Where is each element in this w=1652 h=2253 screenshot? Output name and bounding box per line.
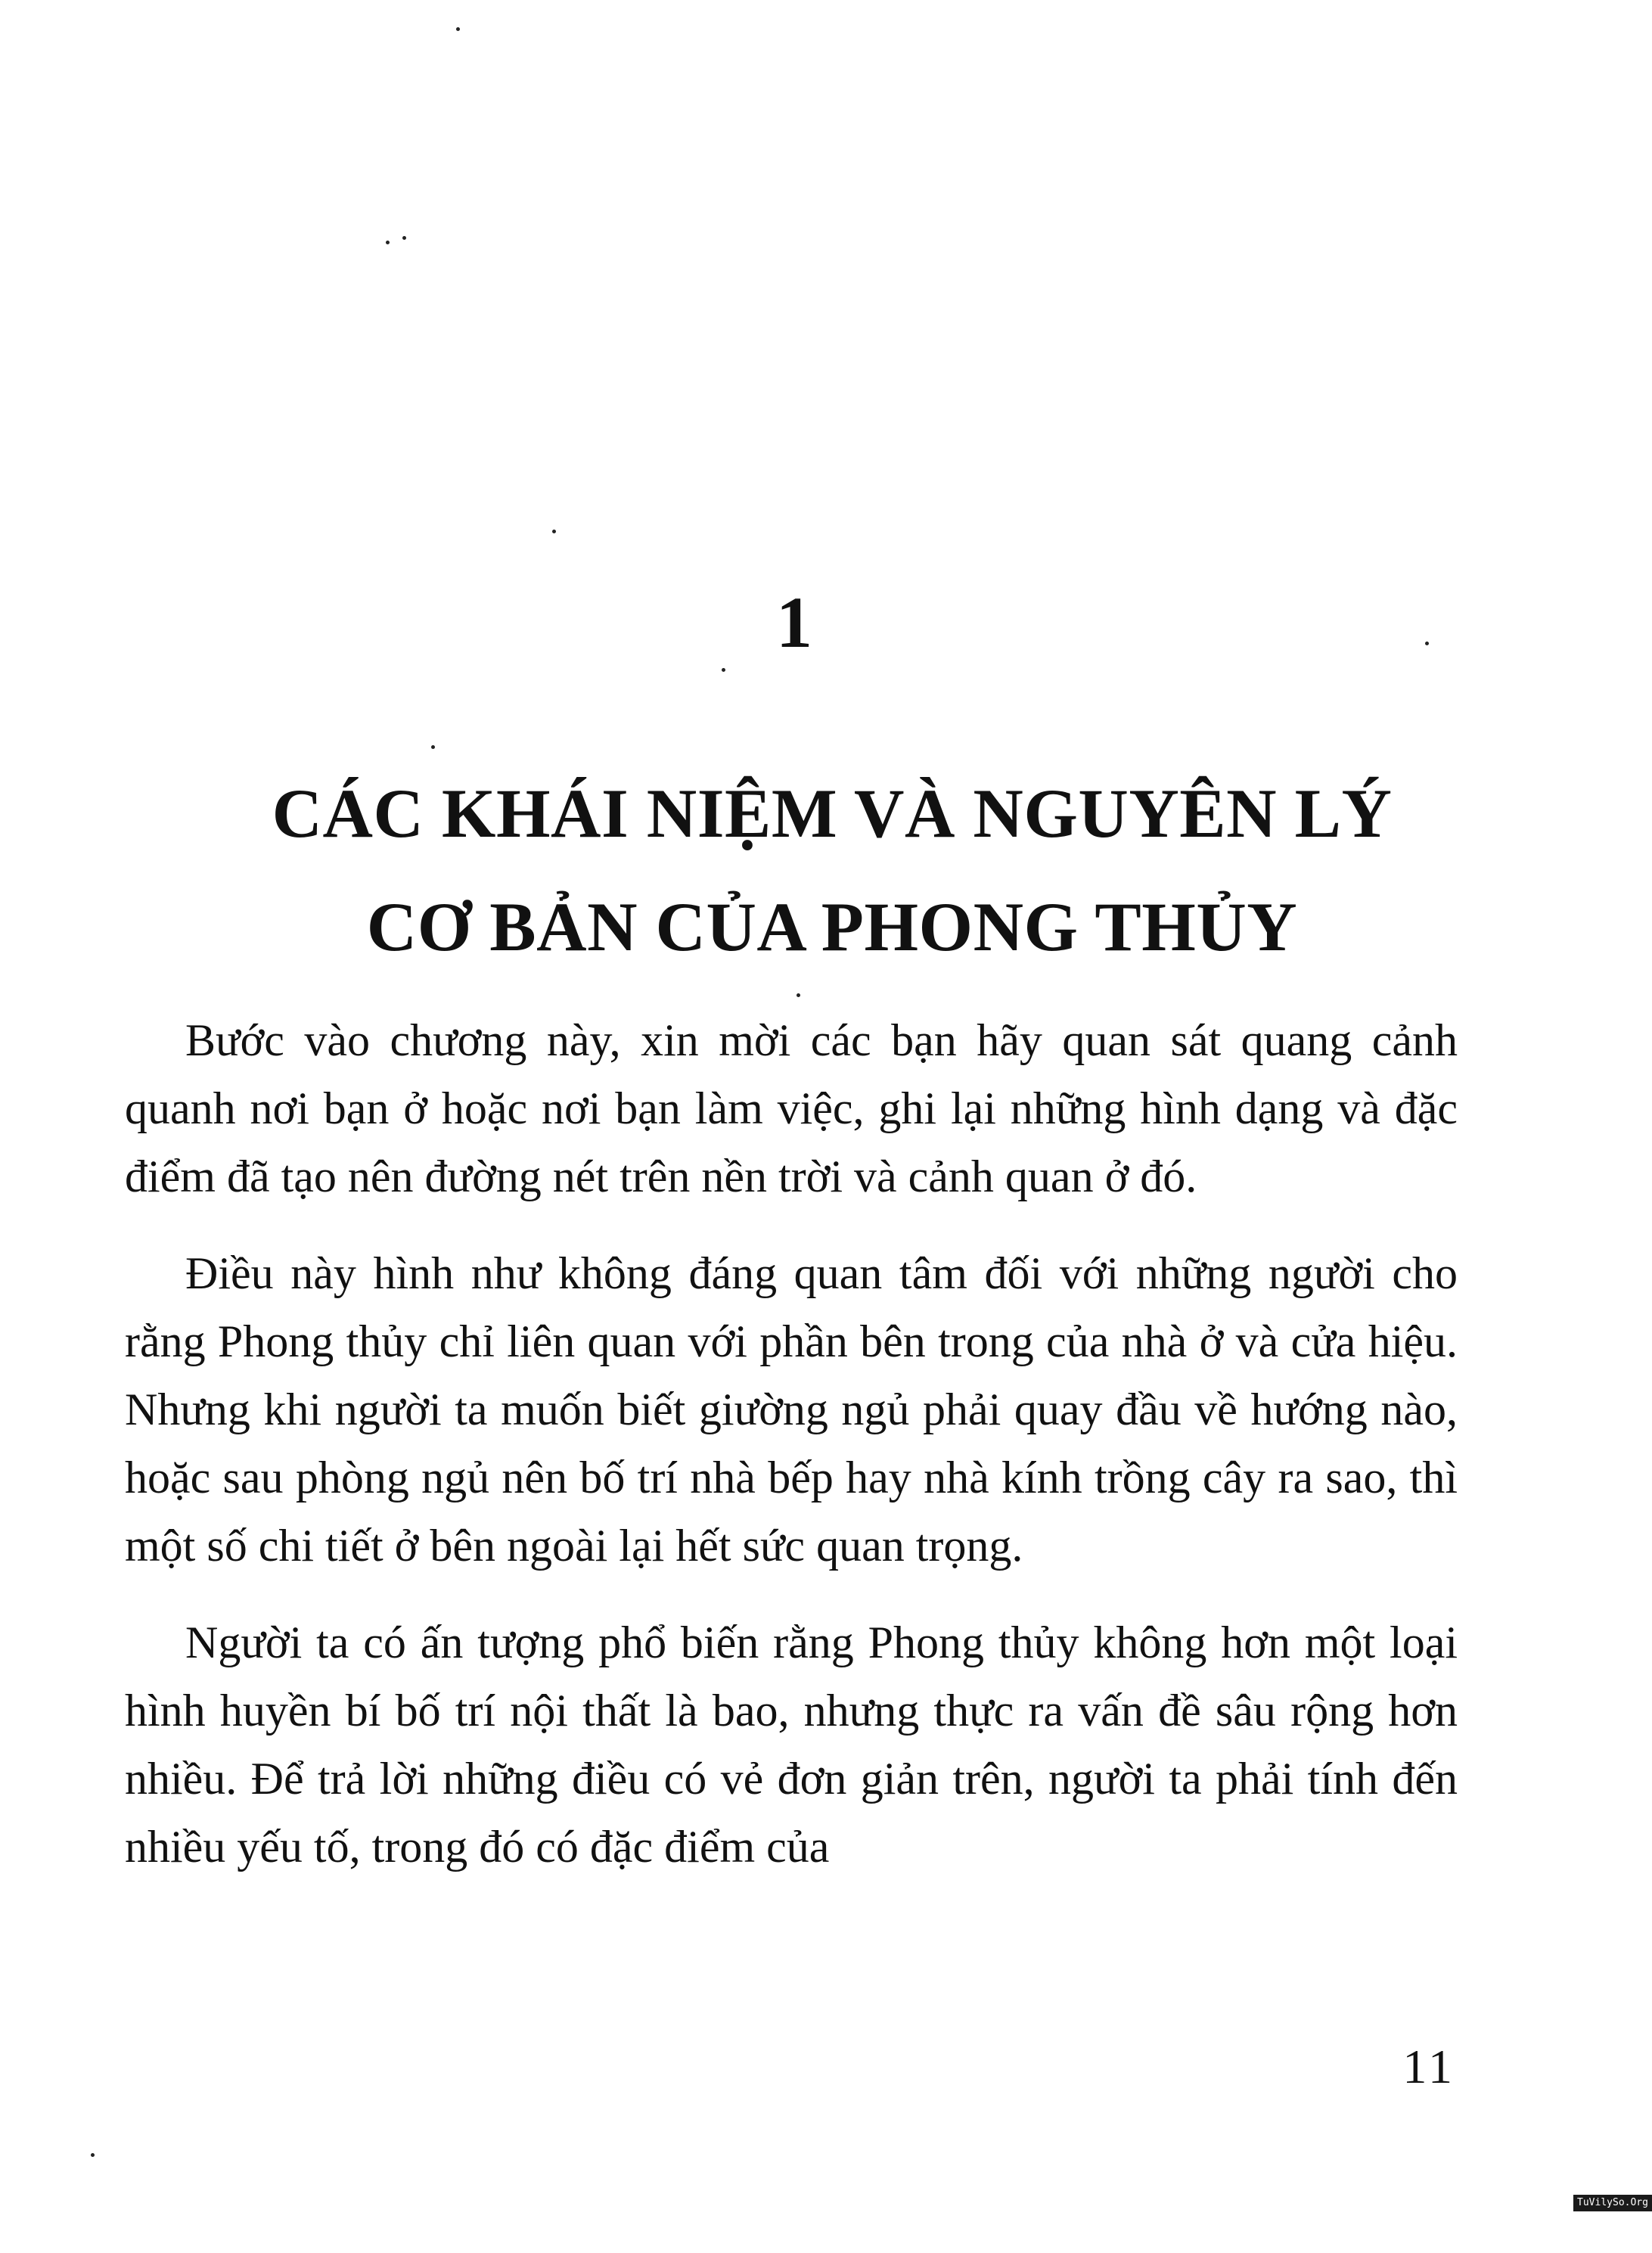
chapter-title-line-1: CÁC KHÁI NIỆM VÀ NGUYÊN LÝ [272,775,1393,852]
scan-speck [91,2153,95,2157]
chapter-title-line-2: CƠ BẢN CỦA PHONG THỦY [366,888,1298,965]
chapter-title [197,757,1467,984]
scan-speck [796,993,800,997]
paragraph-1: Bước vào chương này, xin mời các bạn hãy quan sát quang cảnh quanh nơi bạn ở hoặc nơi bạn làm việc, ghi lại những hình dạng và đặc điểm đã tạo nên đường nét trên nền trời và cảnh quan ở đó. [125,1015,1458,1201]
scan-speck [431,745,435,749]
page-number: 11 [1402,2040,1455,2093]
paragraph-2: Điều này hình như không đáng quan tâm đối với những người cho rằng Phong thủy chỉ liên quan với phần bên trong của nhà ở và cửa hiệu. Nhưng khi người ta muốn biết giường ngủ phải quay đầu về hướng nào, hoặc sau phòng ngủ nên bố trí nhà bếp hay nhà kính trồng cây ra sao, thì một số chi tiết ở bên ngoài lại hết sức quan trọng. [125,1248,1458,1571]
scan-speck [1425,642,1429,645]
scan-speck [456,27,460,31]
chapter-number: 1 [776,582,812,663]
scan-speck [386,241,390,244]
watermark: TuVilySo.Org [1573,2195,1652,2211]
scan-speck [552,530,556,533]
paragraph-3: Người ta có ấn tượng phổ biến rằng Phong thủy không hơn một loại hình huyền bí bố trí nội thất là bao, nhưng thực ra vấn đề sâu rộng hơn nhiều. Để trả lời những điều có vẻ đơn giản trên, người ta phải tính đến nhiều yếu tố, trong đó có đặc điểm của [125,1617,1458,1872]
scan-speck [402,236,406,240]
scan-speck [722,668,725,672]
body-text [125,1006,1458,1910]
